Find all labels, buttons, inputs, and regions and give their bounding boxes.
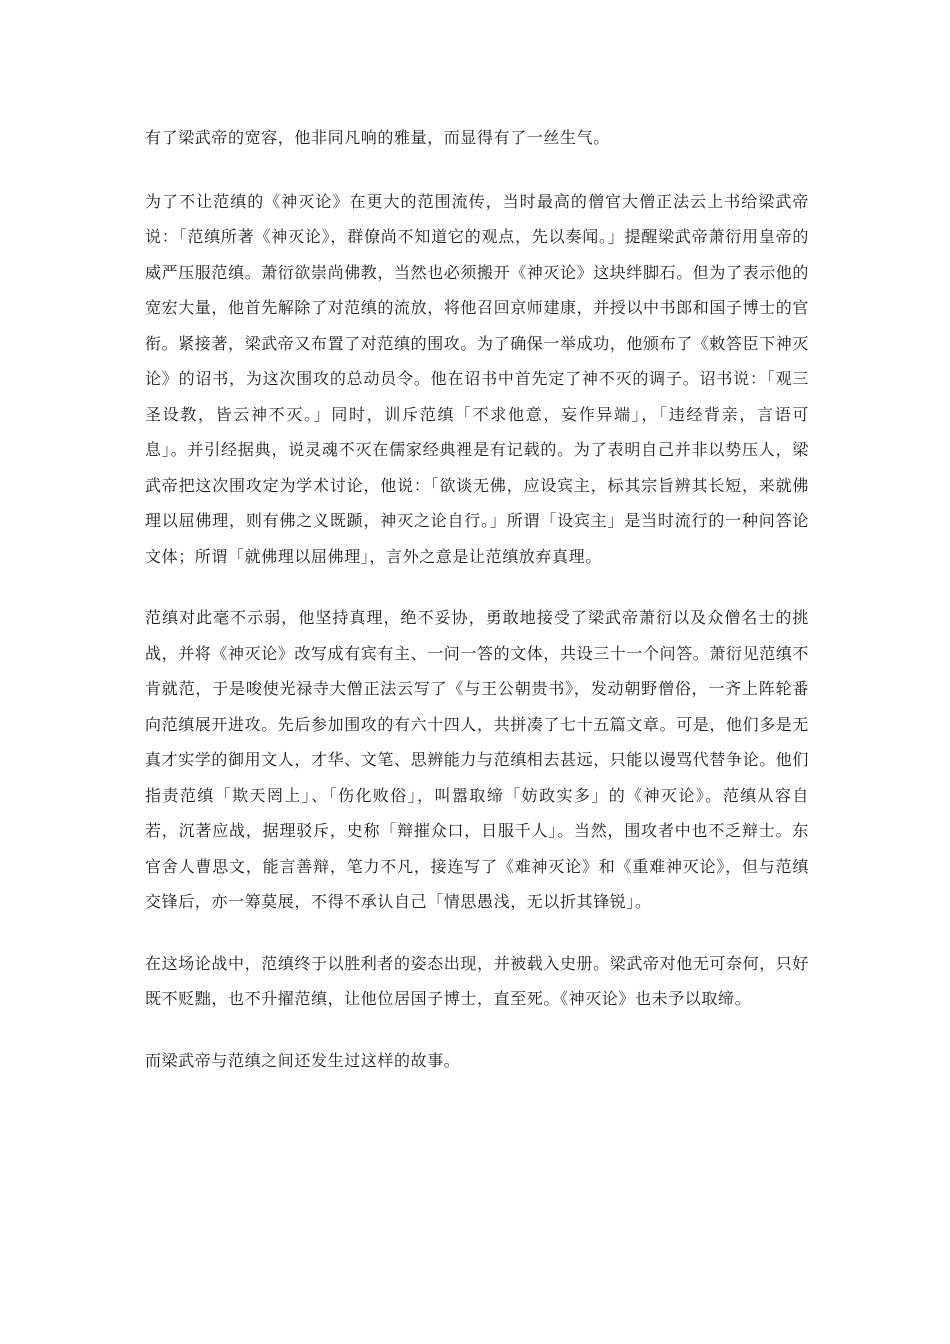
paragraph-5: 而梁武帝与范缜之间还发生过这样的故事。 [145,1050,461,1070]
paragraph-2: 为了不让范缜的《神灭论》在更大的范围流传，当时最高的僧官大僧正法云上书给梁武帝说：「范缜所著《神灭论》，群僚尚不知道它的观点，先以奏闻。」提醒梁武帝萧衍用皇帝的威严压服范缜。萧衍欲崇尚佛教，当然也必须搬开《神灭论》这块绊脚石。但为了表示他的宽宏大量，他首先解除了对范缜的流放，将他召回京师建康，并授以中书郎和国子博士的官衔。紧接著，梁武帝又布置了对范缜的围攻。为了确保一举成功，他颁布了《敕答臣下神灭论》的诏书，为这次围攻的总动员令。他在诏书中首先定了神不灭的调子。诏书说：「观三圣设教，皆云神不灭。」同时，训斥范缜「不求他意，妄作异端」，「违经背亲，言语可息」。并引经据典，说灵魂不灭在儒家经典裡是有记载的。为了表明自己并非以势压人，梁武帝把这次围攻定为学术讨论，他说：「欲谈无佛，应设宾主，标其宗旨辨其长短，来就佛理以屈佛理，则有佛之义既踬，神灭之论自行。」所谓「设宾主」是当时流行的一种问答论文体；所谓「就佛理以屈佛理」，言外之意是让范缜放弃真理。 [145,191,810,566]
paragraph-3: 范缜对此毫不示弱，他坚持真理，绝不妥协，勇敢地接受了梁武帝萧衍以及众僧名士的挑战，并将《神灭论》改写成有宾有主、一问一答的文体，共设三十一个问答。萧衍见范缜不肯就范，于是唆使光禄寺大僧正法云写了《与王公朝贵书》，发动朝野僧俗，一齐上阵轮番向范缜展开进攻。先后参加围攻的有六十四人，共拼凑了七十五篇文章。可是，他们多是无真才实学的御用文人，才华、文笔、思辨能力与范缜相去甚远，只能以谩骂代替争论。他们指责范缜「欺天罔上」、「伤化败俗」，叫嚣取缔「妨政实多」的《神灭论》。范缜从容自若，沉著应战，据理驳斥，史称「辩摧众口，日服千人」。当然，围攻者中也不乏辩士。东官舍人曹思文，能言善辩，笔力不凡，接连写了《难神灭论》和《重难神灭论》，但与范缜交锋后，亦一筹莫展，不得不承认自己「情思愚浅，无以折其锋锐」。 [145,608,810,911]
paragraph-4: 在这场论战中，范缜终于以胜利者的姿态出现，并被载入史册。梁武帝对他无可奈何，只好既不贬黜，也不升擢范缜，让他位居国子博士，直至死。《神灭论》也未予以取缔。 [145,953,810,1008]
paragraph-1: 有了梁武帝的宽容，他非同凡响的雅量，而显得有了一丝生气。 [145,128,610,147]
document-body [145,120,809,1104]
